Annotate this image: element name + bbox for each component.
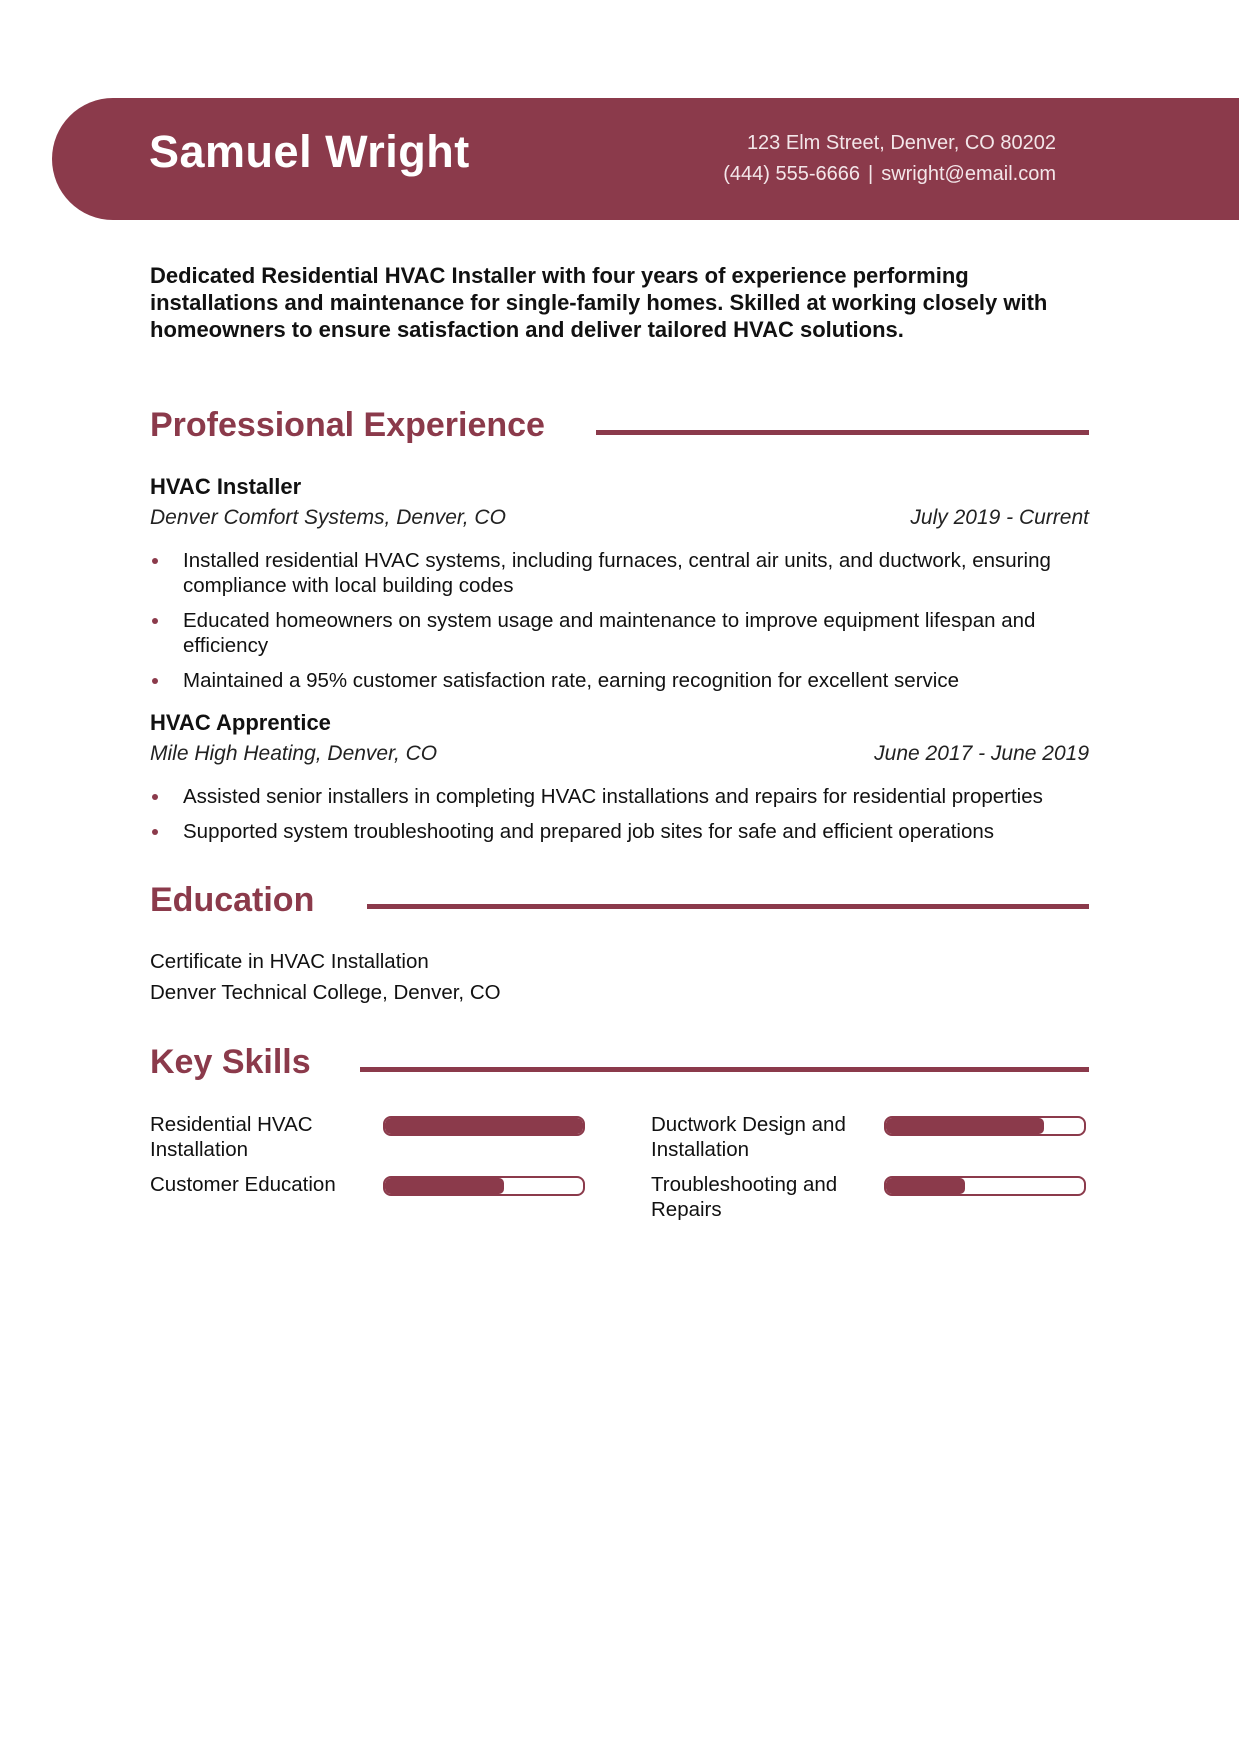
job-bullets xyxy=(150,548,1089,703)
skill-level-fill xyxy=(886,1118,1044,1134)
job-title: HVAC Apprentice xyxy=(150,710,331,735)
contact-block xyxy=(723,128,1056,190)
candidate-name: Samuel Wright xyxy=(149,126,470,177)
bullet-text: Educated homeowners on system usage and maintenance to improve equipment lifespan and efficiency xyxy=(183,609,1036,657)
bullet-text: Assisted senior installers in completing HVAC installations and repairs for residential properties xyxy=(183,785,1043,808)
bullet-text: Supported system troubleshooting and prepared job sites for safe and efficient operations xyxy=(183,820,995,843)
bullet-icon xyxy=(152,618,158,624)
list-item xyxy=(150,668,1089,693)
job-employer-line xyxy=(150,742,1089,766)
education-degree: Certificate in HVAC Installation xyxy=(150,950,429,973)
skill-level-fill xyxy=(385,1178,504,1194)
education-heading: Education xyxy=(150,881,315,919)
bullet-icon xyxy=(152,558,158,564)
skill-level-bar xyxy=(383,1116,585,1136)
contact-separator: | xyxy=(868,163,874,185)
skills-heading: Key Skills xyxy=(150,1043,311,1081)
skills-divider xyxy=(360,1067,1089,1072)
skill-level-fill xyxy=(886,1178,965,1194)
job-dates: June 2017 - June 2019 xyxy=(874,742,1089,765)
job-company: Denver Comfort Systems, Denver, CO xyxy=(150,506,506,529)
job-bullets xyxy=(150,784,1089,854)
list-item xyxy=(150,608,1089,658)
skill-level-bar xyxy=(884,1176,1086,1196)
phone-email-line xyxy=(723,159,1056,190)
professional-summary: Dedicated Residential HVAC Installer with four years of experience performing installations and maintenance for single-family homes. Skilled at working closely with homeowners to ensure satisfaction and deliver tailored HVAC solutions. xyxy=(150,263,1048,342)
list-item xyxy=(150,784,1089,809)
skill-label: Ductwork Design and Installation xyxy=(651,1113,846,1161)
education-divider xyxy=(367,904,1089,909)
address: 123 Elm Street, Denver, CO 80202 xyxy=(746,132,1056,154)
skill-label: Residential HVAC Installation xyxy=(150,1113,313,1161)
email: swright@email.com xyxy=(881,163,1056,185)
education-school: Denver Technical College, Denver, CO xyxy=(150,981,501,1004)
skill-level-fill xyxy=(385,1118,583,1134)
skill-level-bar xyxy=(884,1116,1086,1136)
header-banner xyxy=(52,98,1239,220)
job-company: Mile High Heating, Denver, CO xyxy=(150,742,438,765)
job-employer-line xyxy=(150,506,1089,530)
skill-level-bar xyxy=(383,1176,585,1196)
bullet-text: Installed residential HVAC systems, including furnaces, central air units, and ductwork, ensuring compliance with local building codes xyxy=(183,549,1051,597)
list-item xyxy=(150,548,1089,598)
bullet-icon xyxy=(152,794,158,800)
bullet-icon xyxy=(152,678,158,684)
bullet-icon xyxy=(152,829,158,835)
list-item xyxy=(150,819,1089,844)
job-dates: July 2019 - Current xyxy=(910,506,1089,529)
bullet-text: Maintained a 95% customer satisfaction rate, earning recognition for excellent service xyxy=(183,669,959,692)
skill-label: Customer Education xyxy=(150,1173,336,1196)
experience-heading: Professional Experience xyxy=(150,406,545,444)
phone: (444) 555-6666 xyxy=(723,163,860,185)
experience-divider xyxy=(596,430,1089,435)
job-title: HVAC Installer xyxy=(150,474,302,499)
skill-label: Troubleshooting and Repairs xyxy=(651,1173,838,1221)
